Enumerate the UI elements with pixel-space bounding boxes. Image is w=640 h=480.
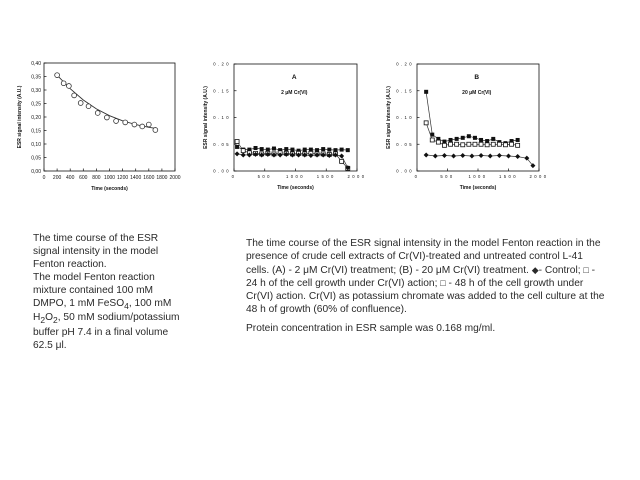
series-point (479, 142, 483, 146)
x-tick-label: 1600 (143, 175, 155, 181)
series-point (469, 154, 474, 159)
x-tick-label: 500 (440, 174, 455, 180)
square-open-icon: □ (583, 264, 589, 275)
series-point (461, 143, 465, 147)
x-tick-label: 0 (231, 174, 237, 180)
panel-annotation: 20 μM Cr(VI) (462, 90, 492, 96)
series-point (455, 142, 459, 146)
series-point (510, 142, 514, 146)
y-tick-label: 0.20 (396, 61, 414, 67)
y-tick-label: 0,20 (31, 115, 41, 121)
x-tick-label: 2000 (529, 174, 549, 180)
series-point (449, 142, 453, 146)
series-line (426, 92, 517, 143)
y-tick-label: 0.00 (213, 168, 231, 174)
y-axis-label: ESR signal intensity (A.U.) (386, 86, 392, 149)
x-axis-label: Time (seconds) (91, 186, 128, 192)
x-tick-label: 1800 (156, 175, 168, 181)
x-tick-label: 200 (52, 175, 62, 181)
y-tick-label: 0,05 (31, 155, 41, 162)
series-point (479, 153, 484, 158)
series-point (473, 142, 477, 146)
series-point (506, 154, 511, 159)
y-tick-label: 0.05 (396, 141, 414, 147)
series-point (491, 142, 495, 146)
y-tick-label: 0.00 (396, 168, 414, 174)
series-point (473, 136, 477, 140)
caption-fenton-line2: The model Fenton reaction mixture contained 100 mM DMPO, 1 mM FeSO$_4$, 100 mM $H_2O_2$, 50 mM sodium/potassium buffer pH 7.4 in a final volume 62.5 μl. (33, 271, 180, 352)
series-point (479, 138, 483, 142)
x-tick-label: 1000 (286, 174, 305, 180)
y-tick-label: 0.15 (213, 88, 231, 94)
series-point (485, 143, 489, 147)
y-tick-label: 0.15 (396, 88, 414, 94)
x-tick-label: 500 (257, 174, 272, 180)
y-tick-label: 0.05 (213, 141, 231, 147)
caption-fenton-line1: The time course of the ESR signal intensity in the model Fenton reaction. (33, 233, 159, 270)
caption-cr-vi (246, 238, 606, 342)
x-tick-label: 1500 (499, 174, 518, 180)
series-point (449, 138, 453, 142)
series-point (488, 154, 493, 159)
series-point (503, 143, 507, 147)
x-tick-label: 1200 (117, 175, 129, 181)
caption-fenton (33, 233, 185, 353)
y-tick-label: 0,25 (31, 101, 41, 108)
series-point (424, 121, 428, 125)
x-tick-label: 400 (66, 175, 75, 181)
panel-letter: A (291, 74, 297, 81)
x-tick-label: 0 (42, 175, 46, 181)
series-point (436, 140, 440, 144)
panel-letter: B (474, 74, 480, 81)
x-tick-label: 1000 (468, 174, 488, 180)
y-tick-label: 0,30 (31, 88, 41, 94)
series-point (424, 152, 429, 157)
series-point (430, 138, 434, 142)
y-tick-label: 0,00 (31, 169, 41, 175)
series-point (516, 138, 520, 142)
series-point (433, 154, 438, 159)
y-tick-label: 0,35 (31, 74, 41, 81)
series-point (497, 153, 502, 158)
y-tick-label: 0.10 (396, 115, 414, 121)
y-tick-label: 0.20 (213, 61, 231, 67)
series-point (515, 154, 520, 159)
caption-cr-vi-para1: The time course of the ESR signal intensity in the model Fenton reaction in the presence of crude cell extracts of Cr(VI)-treated and untreated control L-41 cells. (A) - 2 μM Cr(VI) treatment; (B) - 20 μM Cr(VI) treatment. ◆- Control; □ - 24 h of the cell growth under Cr(VI) action; □ - 48 h of the cell growth under Cr(VI) action. Cr(VI) as potassium chromate was added to the cell culture at the 48 h of growth (60% of confluence). (246, 238, 605, 315)
series-point (461, 136, 465, 140)
y-tick-label: 0,15 (31, 128, 41, 135)
series-point (491, 137, 495, 141)
diamond-icon: ◆ (531, 264, 539, 275)
x-tick-label: 600 (79, 175, 88, 181)
y-tick-label: 0.10 (213, 115, 231, 121)
series-point (451, 154, 456, 159)
caption-cr-vi-para2: Protein concentration in ESR sample was 0.168 mg/ml. (246, 322, 496, 334)
series-point (460, 153, 465, 158)
y-axis-label: ESR signal intensity (A.U.) (17, 85, 23, 149)
series-point (497, 142, 501, 146)
y-tick-label: 0,40 (31, 61, 41, 67)
x-axis-label: Time (seconds) (277, 185, 314, 192)
x-tick-label: 1000 (103, 175, 116, 181)
panel-annotation: 2 μM Cr(VI) (281, 90, 308, 96)
series-point (516, 143, 520, 147)
series-point (424, 90, 428, 94)
series-point (442, 153, 447, 158)
y-axis-label: ESR signal intensity (A.U.) (203, 86, 209, 149)
x-tick-label: 2000 (169, 175, 181, 181)
series-point (442, 143, 446, 147)
y-tick-label: 0,10 (31, 142, 41, 148)
x-tick-label: 1400 (130, 175, 142, 181)
x-tick-label: 2000 (347, 174, 367, 180)
series-point (467, 134, 471, 138)
series-point (455, 137, 459, 141)
x-tick-label: 800 (92, 175, 101, 181)
series-point (467, 142, 471, 146)
x-axis-label: Time (seconds) (459, 185, 497, 192)
x-tick-label: 1500 (316, 174, 336, 180)
square-open-icon: □ (440, 278, 446, 289)
x-tick-label: 0 (414, 174, 420, 180)
